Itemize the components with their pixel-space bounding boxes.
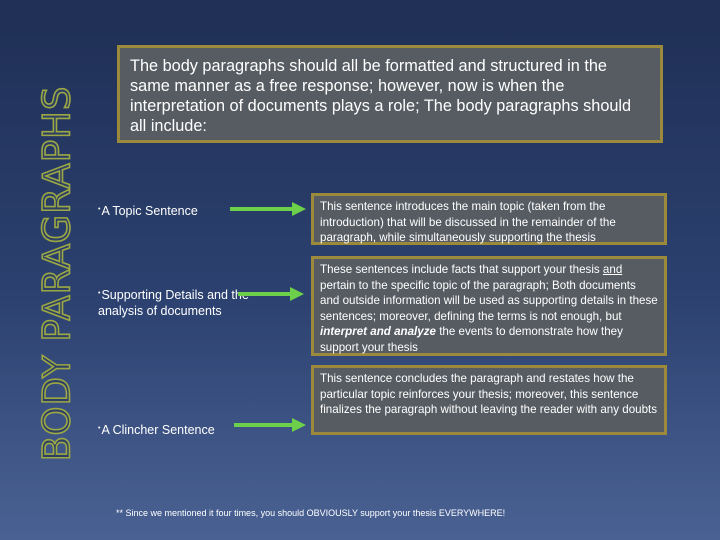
bullet-icon: • bbox=[98, 290, 101, 297]
row-label-topic-sentence bbox=[98, 202, 238, 219]
slide-title bbox=[36, 48, 78, 498]
desc-underlined-and: and bbox=[602, 263, 623, 276]
arrow-right-icon bbox=[238, 287, 304, 301]
desc-part: These sentences include facts that support your thesis bbox=[320, 263, 603, 276]
slide-title-text: BODY PARAGRAPHS bbox=[35, 85, 79, 461]
row-label-text: A Clincher Sentence bbox=[101, 423, 215, 437]
row-label-clincher-sentence bbox=[98, 421, 238, 438]
intro-box: The body paragraphs should all be formatted and structured in the same manner as a free response; however, now is when the interpretation of documents plays a role; The body paragraphs should all include: bbox=[117, 45, 663, 143]
row-desc-supporting-details bbox=[311, 256, 667, 356]
footnote: ** Since we mentioned it four times, you should OBVIOUSLY support your thesis EVERYWHERE! bbox=[116, 508, 506, 518]
bullet-icon: • bbox=[98, 425, 101, 432]
row-label-text: A Topic Sentence bbox=[101, 204, 198, 218]
arrow-right-icon bbox=[230, 202, 306, 216]
row-label-text: Supporting Details and the analysis of documents bbox=[98, 288, 249, 318]
desc-emphasis: interpret and analyze bbox=[320, 325, 436, 338]
arrow-right-icon bbox=[234, 418, 306, 432]
desc-part: pertain to the specific topic of the paragraph; Both documents and outside information will be used as supporting details in these sentences; moreover, defining the terms is not enough, but bbox=[320, 278, 658, 323]
bullet-icon: • bbox=[98, 206, 101, 213]
row-desc-topic-sentence: This sentence introduces the main topic (taken from the introduction) that will be discussed in the remainder of the paragraph, while simultaneously supporting the thesis bbox=[311, 193, 667, 245]
desc-part: the events to demonstrate how they support your thesis bbox=[320, 325, 623, 354]
row-desc-clincher-sentence: This sentence concludes the paragraph and restates how the particular topic reinforces your thesis; moreover, this sentence finalizes the paragraph without leaving the reader with any doubts bbox=[311, 365, 667, 435]
